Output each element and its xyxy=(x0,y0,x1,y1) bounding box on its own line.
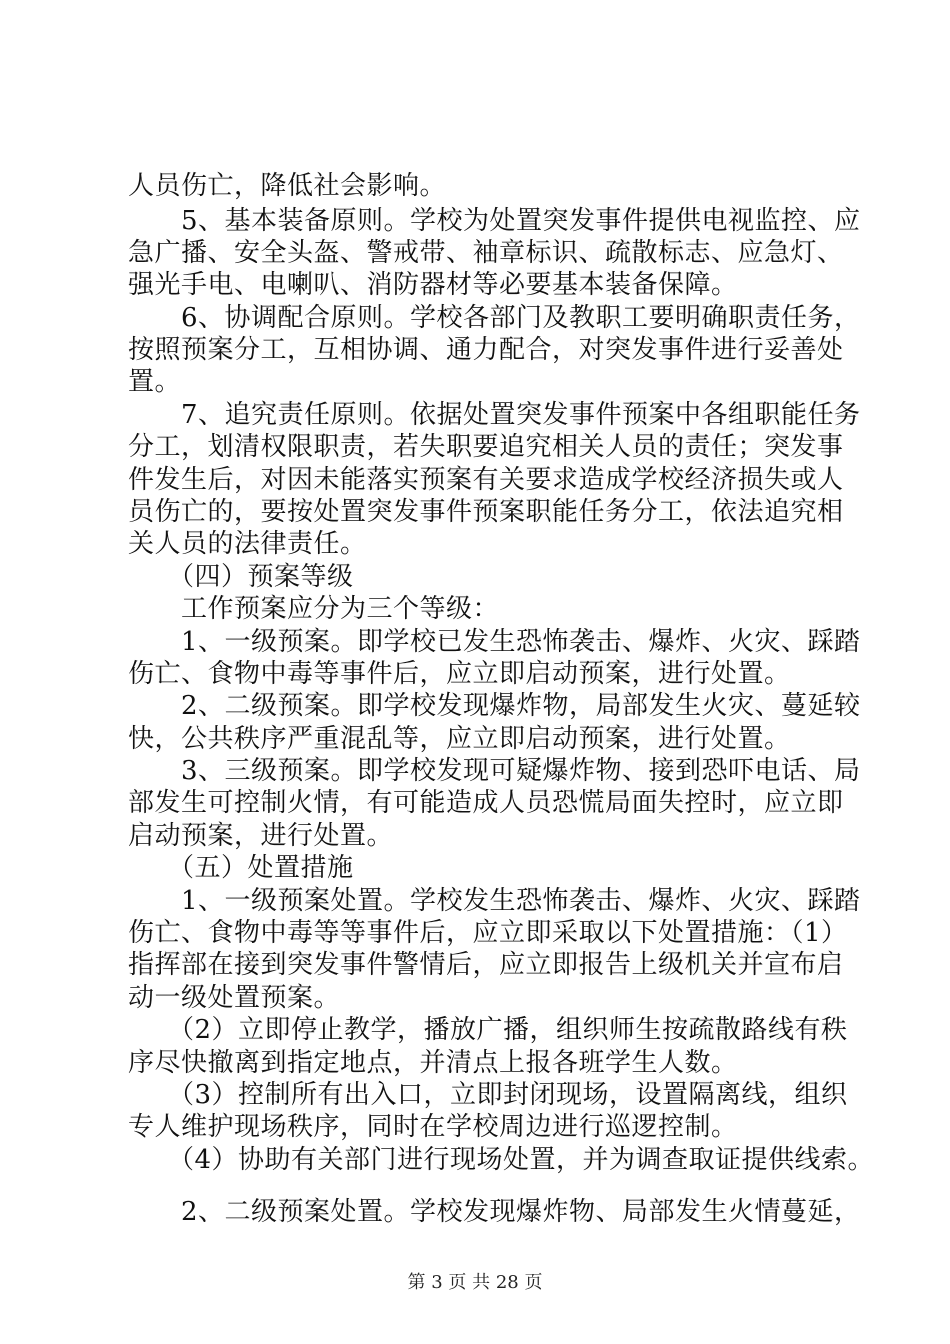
text-line: 置。 xyxy=(128,367,182,397)
section-heading: （五）处置措施 xyxy=(128,853,354,883)
text-line: 工作预案应分为三个等级： xyxy=(128,594,500,624)
text-line: （2）立即停止教学，播放广播，组织师生按疏散路线有秩 xyxy=(128,1015,848,1045)
text-line: 5、基本装备原则。学校为处置突发事件提供电视监控、应 xyxy=(128,206,861,236)
text-line: 序尽快撤离到指定地点，并清点上报各班学生人数。 xyxy=(128,1048,738,1078)
text-line: 3、三级预案。即学校发现可疑爆炸物、接到恐吓电话、局 xyxy=(128,756,861,786)
text-line: 伤亡、食物中毒等事件后，应立即启动预案，进行处置。 xyxy=(128,659,791,689)
page-number-footer: 第 3 页 共 28 页 xyxy=(407,1272,543,1293)
text-line: 人员伤亡，降低社会影响。 xyxy=(128,171,447,201)
text-line: 启动预案，进行处置。 xyxy=(128,821,394,851)
text-line: 快，公共秩序严重混乱等，应立即启动预案，进行处置。 xyxy=(128,724,791,754)
text-line: 件发生后，对因未能落实预案有关要求造成学校经济损失或人 xyxy=(128,465,844,495)
text-line: 关人员的法律责任。 xyxy=(128,529,367,559)
text-line: 指挥部在接到突发事件警情后，应立即报告上级机关并宣布启 xyxy=(128,950,844,980)
text-line: 按照预案分工，互相协调、通力配合，对突发事件进行妥善处 xyxy=(128,335,844,365)
text-line: 2、二级预案处置。学校发现爆炸物、局部发生火情蔓延， xyxy=(128,1197,861,1227)
text-line: 2、二级预案。即学校发现爆炸物，局部发生火灾、蔓延较 xyxy=(128,691,861,721)
text-line: 伤亡、食物中毒等等事件后，应立即采取以下处置措施：（1） xyxy=(128,918,848,948)
text-line: 1、一级预案。即学校已发生恐怖袭击、爆炸、火灾、踩踏 xyxy=(128,627,861,657)
text-line: 员伤亡的，要按处置突发事件预案职能任务分工，依法追究相 xyxy=(128,497,844,527)
text-line: 分工，划清权限职责，若失职要追究相关人员的责任；突发事 xyxy=(128,432,844,462)
text-line: （3）控制所有出入口，立即封闭现场，设置隔离线，组织 xyxy=(128,1080,848,1110)
text-line: 1、一级预案处置。学校发生恐怖袭击、爆炸、火灾、踩踏 xyxy=(128,886,861,916)
text-line: 专人维护现场秩序，同时在学校周边进行巡逻控制。 xyxy=(128,1112,738,1142)
section-heading: （四）预案等级 xyxy=(128,562,354,592)
text-line: 强光手电、电喇叭、消防器材等必要基本装备保障。 xyxy=(128,270,738,300)
text-line: 动一级处置预案。 xyxy=(128,983,341,1013)
text-line: 急广播、安全头盔、警戒带、袖章标识、疏散标志、应急灯、 xyxy=(128,238,844,268)
text-line: 部发生可控制火情，有可能造成人员恐慌局面失控时，应立即 xyxy=(128,788,844,818)
text-line: （4）协助有关部门进行现场处置，并为调查取证提供线索。 xyxy=(128,1145,875,1175)
text-line: 6、协调配合原则。学校各部门及教职工要明确职责任务， xyxy=(128,303,861,333)
text-line: 7、追究责任原则。依据处置突发事件预案中各组职能任务 xyxy=(128,400,861,430)
